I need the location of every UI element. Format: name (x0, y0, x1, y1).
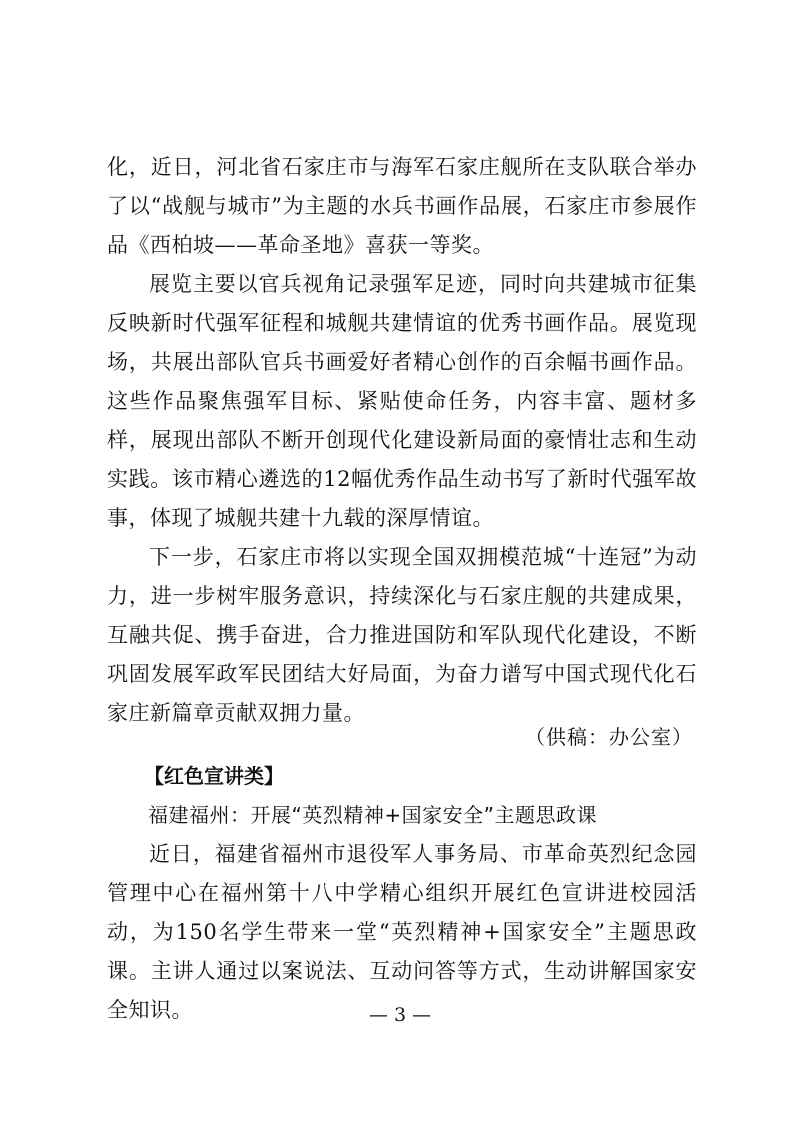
credit-line: （供稿：办公室） (525, 725, 693, 749)
section-title: 【红色宣讲类】 (144, 764, 284, 788)
page-number: — 3 — (368, 1004, 432, 1026)
paragraph-exhibition: 展览主要以官兵视角记录强军足迹，同时向共建城市征集反映新时代强军征程和城舰共建情谊的优秀书画作品。展览现场，共展出部队官兵书画爱好者精心创作的百余幅书画作品。这些作品聚焦强军目标、紧贴使命任务，内容丰富、题材多样，展现出部队不断开创现代化建设新局面的豪情壮志和生动实践。该市精心遴选的12幅优秀作品生动书写了新时代强军故事，体现了城舰共建十九载的深厚情谊。 (107, 272, 697, 530)
paragraph-fuzhou: 近日，福建省福州市退役军人事务局、市革命英烈纪念园管理中心在福州第十八中学精心组织开展红色宣讲进校园活动，为150名学生带来一堂“英烈精神+国家安全”主题思政课。主讲人通过以案说法、互动问答等方式，生动讲解国家安全知识。 (107, 842, 697, 1022)
article-title: 福建福州：开展“英烈精神+国家安全”主题思政课 (148, 803, 597, 827)
paragraph-next-step: 下一步，石家庄市将以实现全国双拥模范城“十连冠”为动力，进一步树牢服务意识，持续深化与石家庄舰的共建成果，互融共促、携手奋进，合力推进国防和军队现代化建设，不断巩固发展军政军民团结大好局面，为奋力谱写中国式现代化石家庄新篇章贡献双拥力量。 (107, 545, 697, 725)
paragraph-continuation: 化，近日，河北省石家庄市与海军石家庄舰所在支队联合举办了以“战舰与城市”为主题的水兵书画作品展，石家庄市参展作品《西柏坡——革命圣地》喜获一等奖。 (107, 155, 697, 257)
